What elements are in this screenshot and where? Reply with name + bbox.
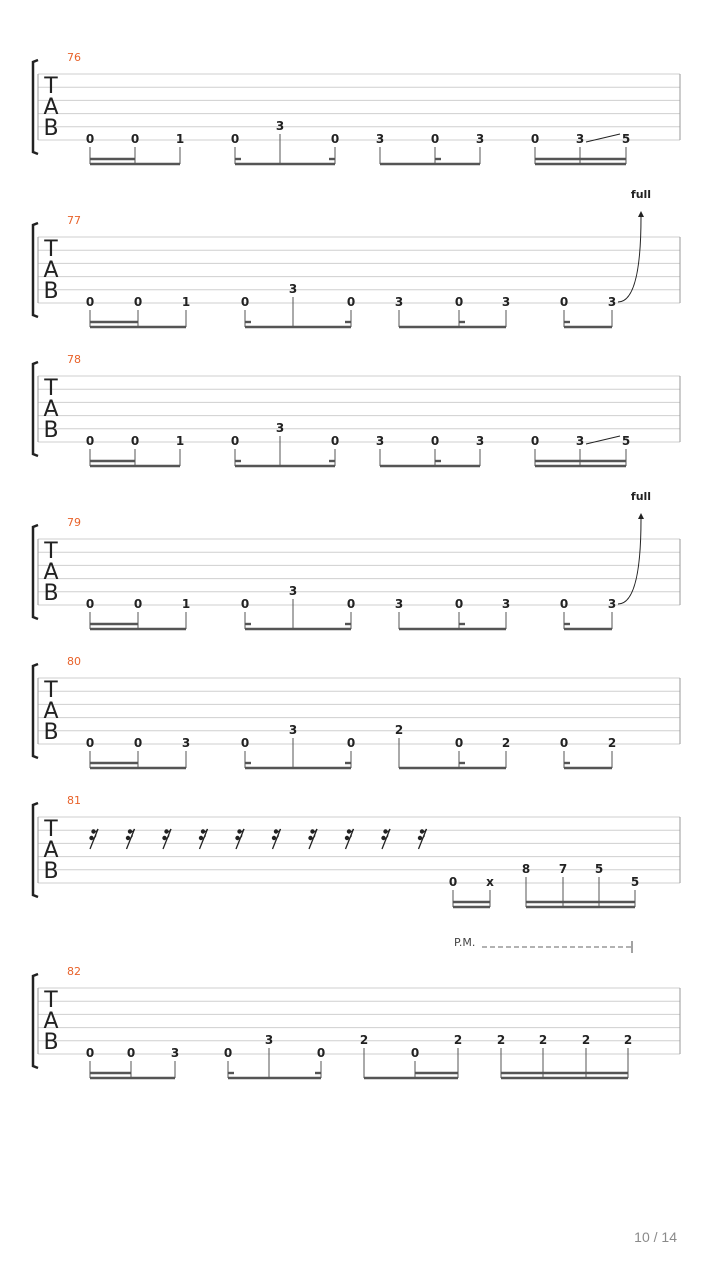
- fret-number: 5: [594, 862, 604, 876]
- fret-number: 3: [501, 295, 511, 309]
- page-number: 10 / 14: [634, 1229, 677, 1245]
- fret-number: 0: [410, 1046, 420, 1060]
- fret-number: 3: [607, 295, 617, 309]
- fret-number: 0: [240, 736, 250, 750]
- system-bracket: [33, 60, 38, 154]
- fret-number: 0: [130, 434, 140, 448]
- fret-number: 3: [575, 434, 585, 448]
- system-bracket: [33, 525, 38, 619]
- fret-number: x: [486, 875, 494, 889]
- measure-number: 81: [67, 794, 81, 807]
- fret-number: 0: [133, 736, 143, 750]
- sixteenth-rest: [89, 829, 98, 849]
- system-bracket: [33, 362, 38, 456]
- tab-clef-letter: T: [44, 74, 58, 99]
- fret-number: 2: [453, 1033, 463, 1047]
- fret-number: 2: [496, 1033, 506, 1047]
- fret-number: 3: [607, 597, 617, 611]
- tab-clef-letter: B: [43, 116, 59, 141]
- fret-number: 0: [559, 597, 569, 611]
- bend-arrowhead: [638, 513, 644, 519]
- fret-number: 7: [558, 862, 568, 876]
- fret-number: 2: [394, 723, 404, 737]
- fret-number: 0: [530, 434, 540, 448]
- tab-clef-letter: T: [44, 817, 58, 842]
- fret-number: 3: [288, 282, 298, 296]
- fret-number: 3: [264, 1033, 274, 1047]
- tab-system: [33, 936, 680, 1078]
- fret-number: 3: [275, 421, 285, 435]
- fret-number: 5: [621, 132, 631, 146]
- fret-number: 5: [630, 875, 640, 889]
- sixteenth-rest: [199, 829, 208, 849]
- fret-number: 0: [85, 132, 95, 146]
- fret-number: 0: [346, 736, 356, 750]
- tab-clef-letter: A: [43, 397, 59, 422]
- fret-number: 0: [454, 736, 464, 750]
- fret-number: 1: [181, 597, 191, 611]
- fret-number: 0: [240, 597, 250, 611]
- fret-number: 2: [607, 736, 617, 750]
- tab-clef-letter: T: [44, 539, 58, 564]
- palm-mute-label: P.M.: [454, 936, 476, 949]
- fret-number: 1: [181, 295, 191, 309]
- tab-clef-letter: T: [44, 376, 58, 401]
- fret-number: 0: [559, 736, 569, 750]
- tab-clef-letter: T: [44, 678, 58, 703]
- fret-number: 0: [130, 132, 140, 146]
- fret-number: 3: [288, 584, 298, 598]
- slide-line: [586, 436, 620, 444]
- tab-clef-letter: A: [43, 95, 59, 120]
- fret-number: 0: [454, 295, 464, 309]
- fret-number: 3: [288, 723, 298, 737]
- system-bracket: [33, 664, 38, 758]
- system-bracket: [33, 803, 38, 897]
- bend-arrowhead: [638, 211, 644, 217]
- fret-number: 2: [359, 1033, 369, 1047]
- sixteenth-rest: [272, 829, 281, 849]
- tab-clef-letter: B: [43, 859, 59, 884]
- sixteenth-rest: [345, 829, 354, 849]
- tab-clef-letter: A: [43, 258, 59, 283]
- fret-number: 0: [316, 1046, 326, 1060]
- measure-number: 82: [67, 965, 81, 978]
- sixteenth-rest: [381, 829, 390, 849]
- fret-number: 0: [430, 132, 440, 146]
- fret-number: 3: [575, 132, 585, 146]
- tab-clef-letter: B: [43, 1030, 59, 1055]
- slide-line: [586, 134, 620, 142]
- fret-number: 0: [85, 736, 95, 750]
- fret-number: 3: [501, 597, 511, 611]
- tab-clef-letter: T: [44, 237, 58, 262]
- measure-number: 80: [67, 655, 81, 668]
- fret-number: 0: [430, 434, 440, 448]
- fret-number: 3: [375, 132, 385, 146]
- fret-number: 0: [346, 295, 356, 309]
- fret-number: 0: [559, 295, 569, 309]
- fret-number: 0: [85, 434, 95, 448]
- tab-clef-letter: B: [43, 418, 59, 443]
- fret-number: 0: [454, 597, 464, 611]
- fret-number: 0: [346, 597, 356, 611]
- fret-number: 2: [581, 1033, 591, 1047]
- fret-number: 0: [330, 434, 340, 448]
- sixteenth-rest: [162, 829, 171, 849]
- tab-clef-letter: T: [44, 988, 58, 1013]
- tab-system: [33, 51, 680, 164]
- fret-number: 3: [475, 434, 485, 448]
- sixteenth-rest: [418, 829, 427, 849]
- fret-number: 3: [181, 736, 191, 750]
- sixteenth-rest: [308, 829, 317, 849]
- fret-number: 2: [501, 736, 511, 750]
- tab-system: [33, 490, 680, 629]
- tab-clef-letter: A: [43, 560, 59, 585]
- sixteenth-rest: [126, 829, 135, 849]
- fret-number: 3: [394, 295, 404, 309]
- system-bracket: [33, 223, 38, 317]
- tab-system: [33, 188, 680, 327]
- measure-number: 77: [67, 214, 81, 227]
- tab-clef-letter: A: [43, 838, 59, 863]
- fret-number: 0: [448, 875, 458, 889]
- bend-label: full: [630, 490, 652, 503]
- measure-number: 78: [67, 353, 81, 366]
- fret-number: 0: [133, 295, 143, 309]
- sixteenth-rest: [235, 829, 244, 849]
- tab-clef-letter: B: [43, 581, 59, 606]
- system-bracket: [33, 974, 38, 1068]
- bend-label: full: [630, 188, 652, 201]
- fret-number: 0: [530, 132, 540, 146]
- tab-system: [33, 353, 680, 466]
- measure-number: 79: [67, 516, 81, 529]
- fret-number: 0: [126, 1046, 136, 1060]
- bend-curve: [618, 217, 641, 302]
- measure-number: 76: [67, 51, 81, 64]
- bend-curve: [618, 519, 641, 604]
- fret-number: 0: [240, 295, 250, 309]
- fret-number: 3: [394, 597, 404, 611]
- fret-number: 3: [375, 434, 385, 448]
- fret-number: 0: [330, 132, 340, 146]
- fret-number: 0: [85, 1046, 95, 1060]
- tab-clef-letter: A: [43, 1009, 59, 1034]
- fret-number: 5: [621, 434, 631, 448]
- fret-number: 0: [85, 295, 95, 309]
- tab-clef-letter: B: [43, 720, 59, 745]
- fret-number: 0: [230, 434, 240, 448]
- fret-number: 2: [538, 1033, 548, 1047]
- fret-number: 3: [170, 1046, 180, 1060]
- tab-clef-letter: B: [43, 279, 59, 304]
- tab-system: [33, 655, 680, 768]
- fret-number: 0: [85, 597, 95, 611]
- fret-number: 0: [133, 597, 143, 611]
- fret-number: 1: [175, 132, 185, 146]
- fret-number: 3: [275, 119, 285, 133]
- fret-number: 0: [230, 132, 240, 146]
- tab-clef-letter: A: [43, 699, 59, 724]
- tab-system: [33, 794, 680, 907]
- fret-number: 8: [521, 862, 531, 876]
- fret-number: 3: [475, 132, 485, 146]
- fret-number: 0: [223, 1046, 233, 1060]
- fret-number: 2: [623, 1033, 633, 1047]
- fret-number: 1: [175, 434, 185, 448]
